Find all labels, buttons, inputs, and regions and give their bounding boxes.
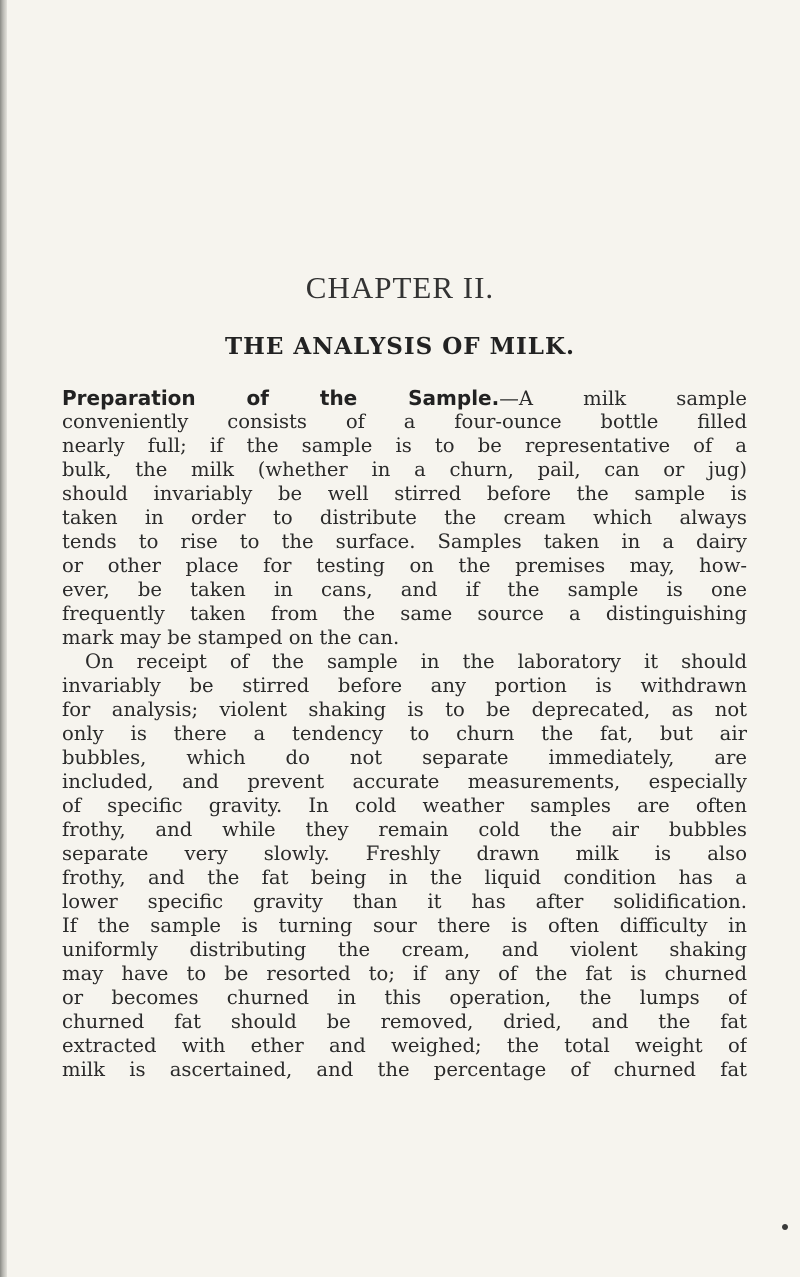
text-line: only is there a tendency to churn the fat, but air: [62, 722, 747, 745]
text-line: for analysis; violent shaking is to be deprecated, as not: [62, 698, 747, 721]
text-line: taken in order to distribute the cream which always: [62, 506, 747, 529]
text-line: If the sample is turning sour there is often difficulty in: [62, 914, 747, 937]
text-line: churned fat should be removed, dried, and the fat: [62, 1010, 747, 1033]
ink-mark: [782, 1224, 788, 1230]
text-line: bubbles, which do not separate immediately, are: [62, 746, 747, 769]
text-line: frothy, and while they remain cold the air bubbles: [62, 818, 747, 841]
chapter-heading: CHAPTER II.: [305, 270, 495, 305]
text-line: included, and prevent accurate measurements, especially: [62, 770, 747, 793]
text-line: or becomes churned in this operation, the lumps of: [62, 986, 747, 1009]
section-title: THE ANALYSIS OF MILK.: [225, 333, 575, 360]
text-line: separate very slowly. Freshly drawn milk is also: [62, 842, 747, 865]
text-line: uniformly distributing the cream, and violent shaking: [62, 938, 747, 961]
text-line: nearly full; if the sample is to be representative of a: [62, 434, 747, 457]
text-line: mark may be stamped on the can.: [62, 626, 400, 649]
text-line: On receipt of the sample in the laboratory it should: [85, 650, 747, 673]
text-line: frequently taken from the same source a distinguishing: [62, 602, 747, 625]
text-line: of specific gravity. In cold weather samples are often: [62, 794, 747, 817]
text-line: should invariably be well stirred before the sample is: [62, 482, 747, 505]
text-line: lower specific gravity than it has after solidification.: [62, 890, 747, 913]
text-line: [62, 386, 747, 410]
text-line: frothy, and the fat being in the liquid condition has a: [62, 866, 747, 889]
body-text: [62, 386, 747, 1082]
text-line: extracted with ether and weighed; the total weight of: [62, 1034, 747, 1057]
text-line: invariably be stirred before any portion is withdrawn: [62, 674, 747, 697]
text-line: bulk, the milk (whether in a churn, pail, can or jug): [62, 458, 747, 481]
text-line: milk is ascertained, and the percentage of churned fat: [62, 1058, 747, 1081]
page-binding-edge: [0, 0, 7, 1277]
text-line-fragment: —A milk sample: [499, 387, 747, 410]
side-heading: Preparation of the Sample.: [62, 386, 500, 410]
text-line: tends to rise to the surface. Samples taken in a dairy: [62, 530, 747, 553]
text-line: ever, be taken in cans, and if the sample is one: [62, 578, 747, 601]
text-line: conveniently consists of a four-ounce bottle filled: [62, 410, 747, 433]
text-line: may have to be resorted to; if any of the fat is churned: [62, 962, 747, 985]
text-line: or other place for testing on the premises may, how-: [62, 554, 747, 577]
